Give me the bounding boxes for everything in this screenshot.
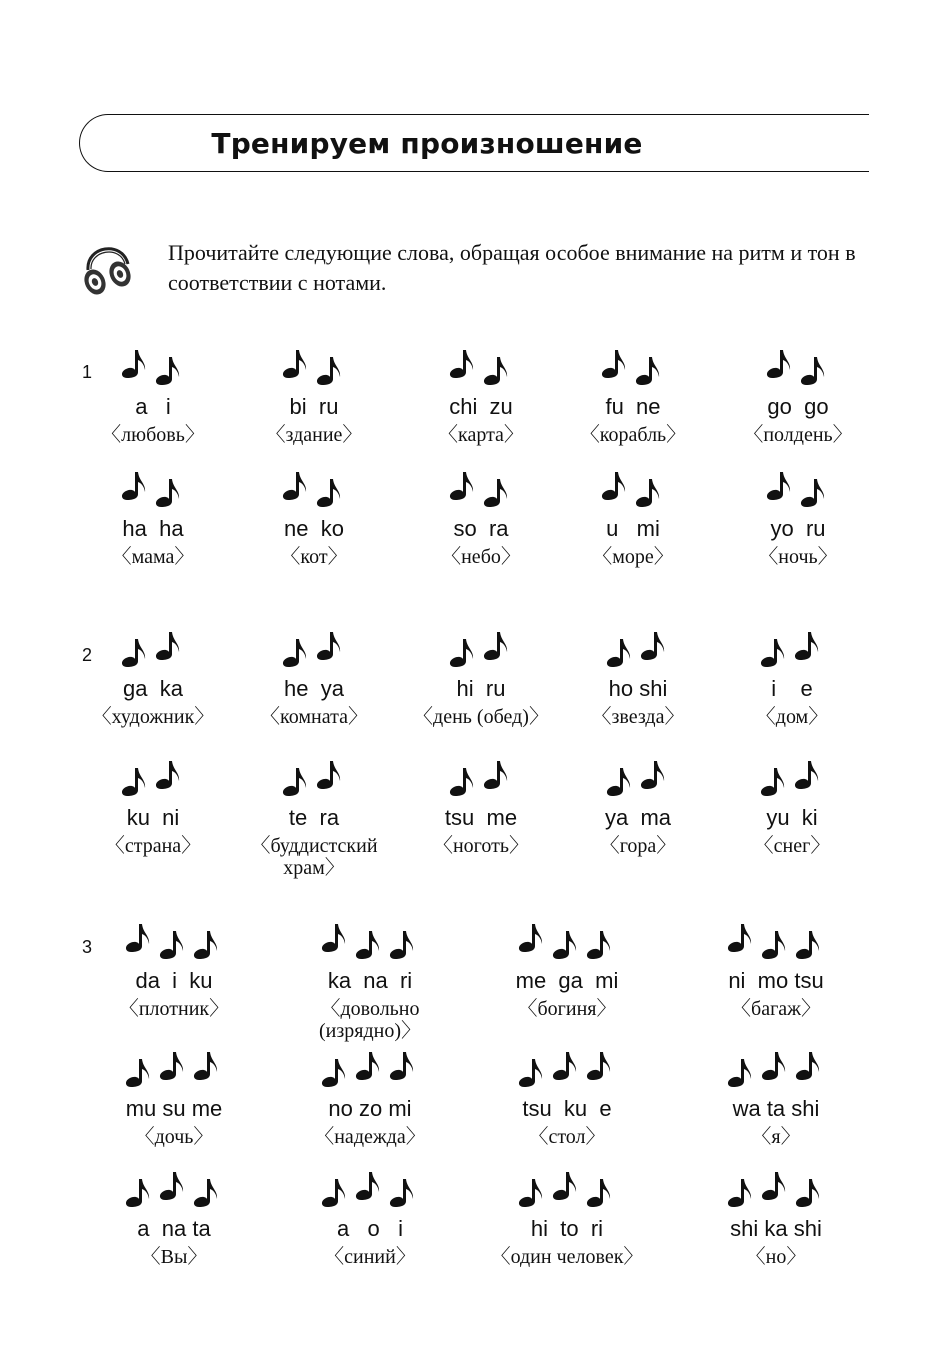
meaning-text: 〈день (обед)〉 (413, 706, 549, 728)
high-note-icon (156, 632, 179, 660)
page-title: Тренируем произношение (211, 126, 643, 160)
meaning-text: 〈плотник〉 (118, 998, 230, 1020)
low-note-icon (484, 357, 507, 385)
high-note-icon (160, 1172, 183, 1200)
low-note-icon (636, 479, 659, 507)
high-note-icon (322, 924, 345, 952)
high-note-icon (484, 761, 507, 789)
low-note-icon (484, 479, 507, 507)
word-item (280, 1168, 460, 1268)
low-note-icon (317, 479, 340, 507)
meaning-text: 〈ночь〉 (758, 546, 838, 568)
low-note-icon (126, 1179, 149, 1207)
word-item (717, 628, 867, 728)
romaji-text: tsu me (444, 805, 518, 830)
note-sequence (727, 1168, 825, 1210)
high-note-icon (553, 1172, 576, 1200)
high-note-icon (519, 924, 542, 952)
word-item (280, 920, 460, 1042)
low-note-icon (761, 639, 784, 667)
meaning-text: 〈дочь〉 (134, 1126, 214, 1148)
word-item (84, 1048, 264, 1148)
romaji-text: wa ta shi (732, 1096, 820, 1121)
low-note-icon (796, 931, 819, 959)
note-sequence (601, 468, 665, 510)
high-note-icon (641, 761, 664, 789)
high-note-icon (122, 350, 145, 378)
high-note-icon (450, 472, 473, 500)
low-note-icon (194, 931, 217, 959)
section-number-1: 1 (82, 362, 93, 382)
romaji-text: ne ko (284, 516, 344, 541)
romaji-text: u mi (606, 516, 660, 541)
romaji-text: da i ku (135, 968, 213, 993)
high-note-icon (283, 472, 306, 500)
meaning-text: 〈корабль〉 (579, 424, 687, 446)
note-sequence (282, 628, 346, 670)
word-item (84, 920, 264, 1020)
meaning-text: 〈синий〉 (324, 1246, 416, 1268)
romaji-text: ni mo tsu (728, 968, 824, 993)
romaji-text: fu ne (605, 394, 661, 419)
meaning-text: 〈художник〉 (91, 706, 215, 728)
high-note-icon (796, 1052, 819, 1080)
meaning-text: 〈страна〉 (104, 835, 202, 857)
romaji-text: hi to ri (530, 1216, 604, 1241)
note-sequence (125, 1048, 223, 1090)
word-item (563, 628, 713, 728)
note-sequence (449, 346, 513, 388)
romaji-text: a na ta (137, 1216, 211, 1241)
note-sequence (760, 628, 824, 670)
romaji-text: so ra (453, 516, 509, 541)
low-note-icon (553, 931, 576, 959)
word-item (406, 346, 556, 446)
meaning-text: 〈гора〉 (599, 835, 677, 857)
romaji-text: mu su me (125, 1096, 223, 1121)
meaning-text: 〈богиня〉 (517, 998, 617, 1020)
meaning-text: 〈карта〉 (438, 424, 524, 446)
note-sequence (606, 757, 670, 799)
romaji-text: ga ka (123, 676, 183, 701)
word-item (78, 346, 228, 446)
word-item (78, 757, 228, 857)
low-note-icon (728, 1059, 751, 1087)
low-note-icon (761, 768, 784, 796)
word-item (239, 468, 389, 568)
word-item (558, 346, 708, 446)
romaji-text: a i (135, 394, 171, 419)
word-item (280, 1048, 460, 1148)
note-sequence (121, 468, 185, 510)
word-item (477, 1168, 657, 1268)
word-item (477, 920, 657, 1020)
high-note-icon (450, 350, 473, 378)
romaji-text: yo ru (770, 516, 826, 541)
high-note-icon (283, 350, 306, 378)
low-note-icon (122, 639, 145, 667)
title-box (79, 114, 869, 172)
note-sequence (125, 1168, 223, 1210)
meaning-text: 〈кот〉 (280, 546, 348, 568)
high-note-icon (122, 472, 145, 500)
meaning-text: 〈Вы〉 (140, 1246, 208, 1268)
low-note-icon (126, 1059, 149, 1087)
word-item (477, 1048, 657, 1148)
meaning-text: 〈надежда〉 (314, 1126, 426, 1148)
low-note-icon (587, 1179, 610, 1207)
low-note-icon (390, 931, 413, 959)
meaning-text: 〈я〉 (751, 1126, 801, 1148)
note-sequence (282, 346, 346, 388)
word-item (78, 468, 228, 568)
note-sequence (449, 628, 513, 670)
meaning-text: 〈полдень〉 (743, 424, 853, 446)
romaji-text: te ra (288, 805, 340, 830)
word-item (84, 1168, 264, 1268)
meaning-text: 〈любовь〉 (101, 424, 205, 446)
low-note-icon (607, 639, 630, 667)
high-note-icon (553, 1052, 576, 1080)
romaji-text: he ya (284, 676, 344, 701)
note-sequence (518, 1048, 616, 1090)
high-note-icon (795, 761, 818, 789)
low-note-icon (796, 1179, 819, 1207)
meaning-text: 〈довольно (изрядно)〉 (318, 998, 421, 1042)
word-item (723, 346, 873, 446)
low-note-icon (156, 479, 179, 507)
high-note-icon (728, 924, 751, 952)
low-note-icon (317, 357, 340, 385)
low-note-icon (801, 479, 824, 507)
low-note-icon (160, 931, 183, 959)
note-sequence (518, 920, 616, 962)
note-sequence (449, 468, 513, 510)
meaning-text: 〈здание〉 (265, 424, 363, 446)
note-sequence (760, 757, 824, 799)
word-item (406, 757, 556, 857)
low-note-icon (607, 768, 630, 796)
note-sequence (121, 346, 185, 388)
romaji-text: bi ru (289, 394, 339, 419)
meaning-text: 〈стол〉 (528, 1126, 606, 1148)
word-item (717, 757, 867, 857)
romaji-text: ka na ri (327, 968, 413, 993)
note-sequence (727, 920, 825, 962)
word-item (78, 628, 228, 728)
low-note-icon (322, 1179, 345, 1207)
high-note-icon (317, 761, 340, 789)
meaning-text: 〈море〉 (592, 546, 674, 568)
low-note-icon (156, 357, 179, 385)
romaji-text: chi zu (449, 394, 513, 419)
high-note-icon (194, 1052, 217, 1080)
high-note-icon (126, 924, 149, 952)
high-note-icon (156, 761, 179, 789)
word-item (239, 628, 389, 728)
note-sequence (766, 468, 830, 510)
romaji-text: hi ru (456, 676, 506, 701)
meaning-text: 〈небо〉 (441, 546, 521, 568)
word-item (406, 468, 556, 568)
low-note-icon (587, 931, 610, 959)
romaji-text: no zo mi (328, 1096, 412, 1121)
note-sequence (321, 1048, 419, 1090)
note-sequence (766, 346, 830, 388)
meaning-text: 〈дом〉 (755, 706, 829, 728)
low-note-icon (322, 1059, 345, 1087)
low-note-icon (283, 768, 306, 796)
word-item (686, 920, 866, 1020)
high-note-icon (767, 350, 790, 378)
high-note-icon (356, 1052, 379, 1080)
note-sequence (727, 1048, 825, 1090)
high-note-icon (484, 632, 507, 660)
romaji-text: me ga mi (515, 968, 619, 993)
word-item (239, 757, 389, 879)
romaji-text: ha ha (122, 516, 184, 541)
low-note-icon (519, 1059, 542, 1087)
note-sequence (121, 628, 185, 670)
high-note-icon (160, 1052, 183, 1080)
high-note-icon (762, 1172, 785, 1200)
romaji-text: i e (771, 676, 813, 701)
word-item (239, 346, 389, 446)
low-note-icon (450, 639, 473, 667)
low-note-icon (283, 639, 306, 667)
high-note-icon (602, 350, 625, 378)
meaning-text: 〈мама〉 (111, 546, 195, 568)
low-note-icon (728, 1179, 751, 1207)
high-note-icon (767, 472, 790, 500)
meaning-text: 〈снег〉 (753, 835, 831, 857)
low-note-icon (356, 931, 379, 959)
instruction-text: Прочитайте следующие слова, обращая особое внимание на ритм и тон в соответствии с нотами. (168, 240, 856, 295)
high-note-icon (641, 632, 664, 660)
note-sequence (601, 346, 665, 388)
high-note-icon (795, 632, 818, 660)
meaning-text: 〈багаж〉 (731, 998, 821, 1020)
low-note-icon (762, 931, 785, 959)
note-sequence (606, 628, 670, 670)
word-item (686, 1168, 866, 1268)
low-note-icon (636, 357, 659, 385)
meaning-text: 〈один человек〉 (490, 1246, 644, 1268)
word-item (406, 628, 556, 728)
romaji-text: yu ki (766, 805, 818, 830)
low-note-icon (194, 1179, 217, 1207)
high-note-icon (587, 1052, 610, 1080)
romaji-text: ku ni (126, 805, 180, 830)
note-sequence (321, 1168, 419, 1210)
section-number-2: 2 (82, 645, 93, 665)
high-note-icon (356, 1172, 379, 1200)
meaning-text: 〈но〉 (745, 1246, 807, 1268)
high-note-icon (390, 1052, 413, 1080)
meaning-text: 〈буддистский храм〉 (250, 835, 378, 879)
romaji-text: tsu ku e (522, 1096, 612, 1121)
high-note-icon (317, 632, 340, 660)
note-sequence (518, 1168, 616, 1210)
low-note-icon (122, 768, 145, 796)
low-note-icon (390, 1179, 413, 1207)
headphones-icon (78, 236, 136, 298)
romaji-text: go go (767, 394, 829, 419)
low-note-icon (801, 357, 824, 385)
word-item (686, 1048, 866, 1148)
word-item (558, 468, 708, 568)
romaji-text: ho shi (608, 676, 668, 701)
word-item (563, 757, 713, 857)
romaji-text: shi ka shi (730, 1216, 822, 1241)
meaning-text: 〈комната〉 (260, 706, 368, 728)
high-note-icon (762, 1052, 785, 1080)
note-sequence (125, 920, 223, 962)
romaji-text: a o i (336, 1216, 404, 1241)
note-sequence (121, 757, 185, 799)
high-note-icon (602, 472, 625, 500)
note-sequence (282, 468, 346, 510)
note-sequence (449, 757, 513, 799)
note-sequence (282, 757, 346, 799)
meaning-text: 〈ноготь〉 (432, 835, 529, 857)
romaji-text: ya ma (604, 805, 672, 830)
word-item (723, 468, 873, 568)
meaning-text: 〈звезда〉 (591, 706, 685, 728)
low-note-icon (450, 768, 473, 796)
low-note-icon (519, 1179, 542, 1207)
section-number-3: 3 (82, 937, 93, 957)
note-sequence (321, 920, 419, 962)
